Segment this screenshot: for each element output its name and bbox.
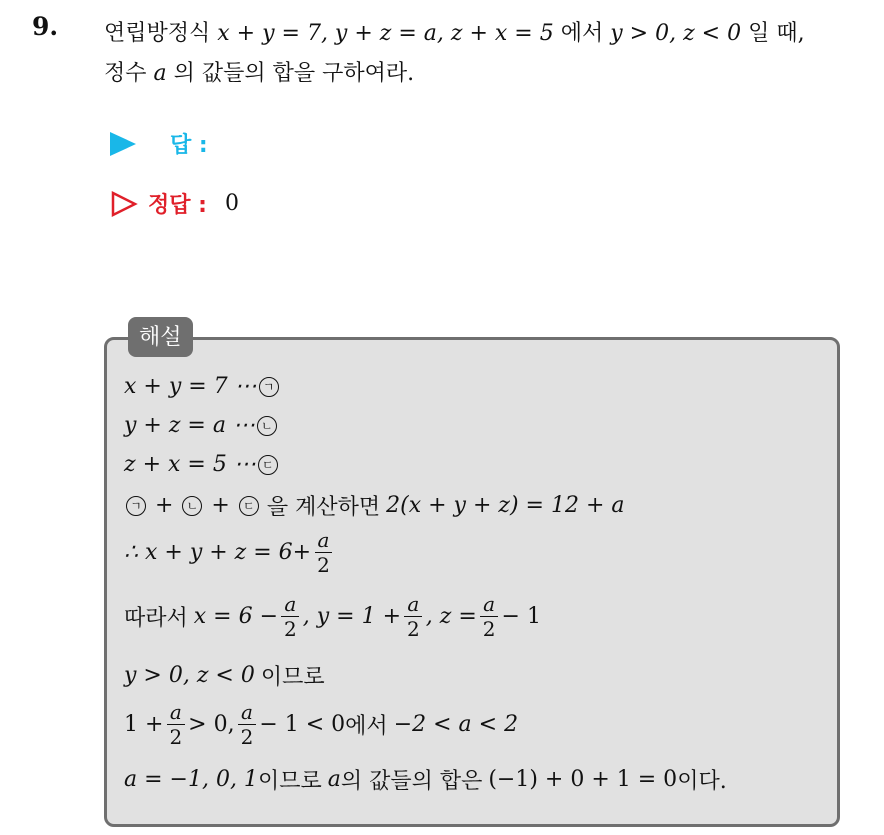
solution-line-6 xyxy=(124,592,541,641)
circled-mark-c: ㄷ xyxy=(239,496,259,516)
q-line1-mid: 에서 xyxy=(560,21,604,46)
outline-triangle-icon xyxy=(110,190,138,218)
circled-mark-3: ㄷ xyxy=(258,455,278,475)
sol-line9-a: a = −1, 0, 1 xyxy=(124,767,258,792)
correct-answer-value: 0 xyxy=(224,191,239,216)
sol-line8-b: > 0, xyxy=(188,712,235,737)
question-number: 9. xyxy=(32,12,59,41)
q-line1-prefix: 연립방정식 xyxy=(104,21,211,46)
fraction: $\frac{a}{2}$ xyxy=(404,592,423,641)
correct-answer-label: 정답 : xyxy=(148,193,207,218)
answer-row xyxy=(110,128,208,159)
sol-line5-left: ∴ x + y + z = 6+ xyxy=(124,540,312,565)
solution-line-4: ㄱ + ㄴ + ㄷ 을 계산하면 2(x + y + z) = 12 + a xyxy=(124,490,625,521)
q-line2-var: a xyxy=(153,61,167,86)
fraction: $\frac{a}{2}$ xyxy=(166,700,185,749)
q-line2-suffix: 의 값들의 합을 구하여라. xyxy=(173,61,415,86)
sol-eq1: x + y = 7 ⋯ xyxy=(124,374,257,399)
fraction: $\frac{a}{2}$ xyxy=(480,592,499,641)
sol-line7-cond: y > 0, z < 0 xyxy=(124,663,255,688)
sol-line4-eq: 2(x + y + z) = 12 + a xyxy=(386,493,625,518)
sol-line9-t2: 의 값들의 합은 xyxy=(340,769,483,794)
sol-line8-a: 1 + xyxy=(124,712,164,737)
solution-tag: 해설 xyxy=(128,317,193,357)
correct-answer-row xyxy=(110,188,239,219)
q-condition: y > 0, z < 0 xyxy=(610,21,742,46)
fraction: $\frac{a}{2}$ xyxy=(238,700,257,749)
solution-line-5 xyxy=(124,528,336,577)
sol-line9-var: a xyxy=(327,767,341,792)
sol-eq3: z + x = 5 ⋯ xyxy=(124,452,256,477)
solution-line-9 xyxy=(124,764,727,795)
q-line1-suffix: 일 때, xyxy=(748,21,805,46)
solution-line-8 xyxy=(124,700,518,749)
circled-mark-1: ㄱ xyxy=(259,377,279,397)
sol-line8-c: − 1 < 0 xyxy=(259,712,346,737)
q-line2-prefix: 정수 xyxy=(104,61,147,86)
solution-line-3 xyxy=(124,452,280,477)
sol-line9-t3: 이다. xyxy=(677,769,727,794)
solution-box xyxy=(104,337,840,827)
sol-line7-text: 이므로 xyxy=(260,665,325,690)
question-text xyxy=(104,14,864,94)
solution-line-7 xyxy=(124,660,325,691)
sol-line6-b: , y = 1 + xyxy=(302,604,402,629)
play-triangle-icon xyxy=(110,132,136,156)
fraction: $\frac{a}{2}$ xyxy=(281,592,300,641)
sol-line9-eq: (−1) + 0 + 1 = 0 xyxy=(488,767,678,792)
solution-line-2 xyxy=(124,413,279,438)
answer-label: 답 : xyxy=(170,133,208,158)
sol-line9-t1: 이므로 xyxy=(257,769,322,794)
circled-mark-b: ㄴ xyxy=(182,496,202,516)
sol-line8-result: −2 < a < 2 xyxy=(393,712,519,737)
fraction: $\frac{a}{2}$ xyxy=(314,528,333,577)
sol-line6-prefix: 따라서 xyxy=(124,606,188,631)
solution-line-1 xyxy=(124,374,281,399)
sol-line6-c: , z = xyxy=(425,604,477,629)
sol-line8-text: 에서 xyxy=(345,714,388,739)
sol-line4-text: 을 계산하면 xyxy=(266,495,381,520)
sol-eq2: y + z = a ⋯ xyxy=(124,413,255,438)
sol-line6-a: x = 6 − xyxy=(193,604,279,629)
sol-line6-d: − 1 xyxy=(501,604,541,629)
q-equations: x + y = 7, y + z = a, z + x = 5 xyxy=(217,21,554,46)
circled-mark-a: ㄱ xyxy=(126,496,146,516)
circled-mark-2: ㄴ xyxy=(257,416,277,436)
